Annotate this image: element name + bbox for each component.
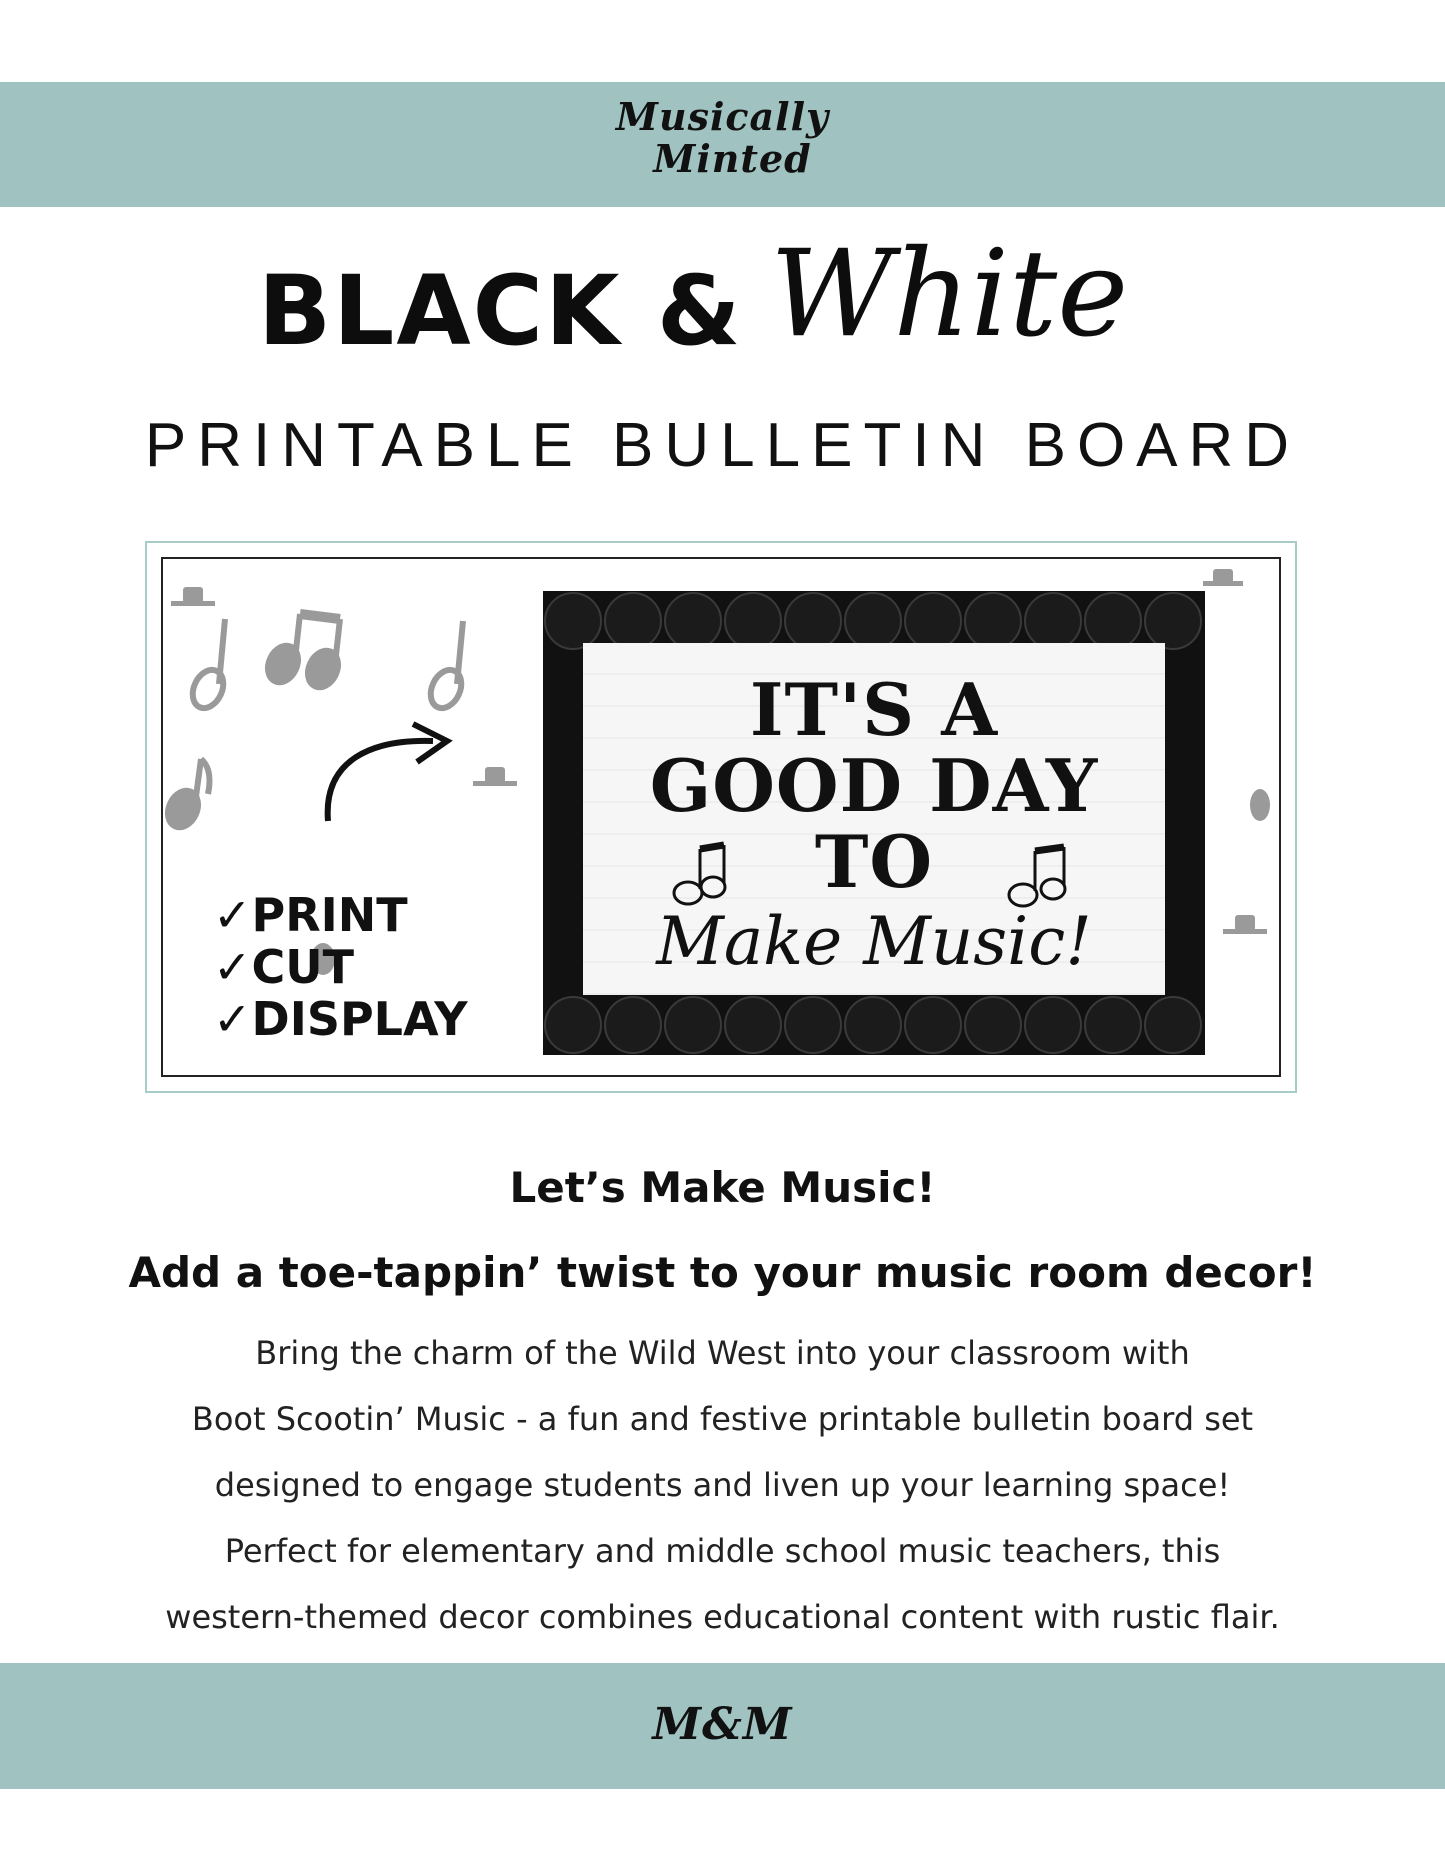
- board-line-3: TO: [814, 819, 934, 904]
- board-line-2: GOOD DAY: [649, 743, 1099, 828]
- logo-line-1: Musically: [615, 94, 830, 139]
- description-line: Bring the charm of the Wild West into your classroom with: [255, 1334, 1190, 1372]
- checklist-item: ✓DISPLAY: [213, 992, 468, 1046]
- logo-line-2: Minted: [653, 136, 812, 181]
- music-note-icon: [187, 619, 229, 713]
- title-script: White: [770, 225, 1129, 364]
- footer-logo: M&M: [652, 1699, 793, 1750]
- music-note-icon: [425, 621, 467, 713]
- arrow-curve: [328, 741, 433, 821]
- description-line: Boot Scootin’ Music - a fun and festive printable bulletin board set: [191, 1400, 1254, 1438]
- description-line: designed to engage students and liven up your learning space!: [214, 1466, 1231, 1504]
- eighth-note-icon: [674, 845, 725, 904]
- print-cut-display-list: [213, 889, 468, 1045]
- description-line: western-themed decor combines educational content with rustic flair.: [165, 1598, 1280, 1636]
- product-preview: [161, 557, 1281, 1077]
- board-panel: [583, 643, 1165, 995]
- board-script-line: Make Music!: [656, 903, 1092, 980]
- heading-primary: Let’s Make Music!: [509, 1163, 936, 1212]
- header-band: [0, 82, 1445, 207]
- page-title: [0, 225, 1445, 365]
- checklist-item: ✓CUT: [213, 940, 355, 994]
- product-preview-frame: [145, 541, 1297, 1093]
- title-bold: BLACK &: [258, 255, 743, 367]
- footer-band: [0, 1663, 1445, 1789]
- eighth-notes-icon: [262, 614, 343, 692]
- brand-logo: [0, 96, 1445, 180]
- bulletin-board-preview: [543, 591, 1205, 1055]
- page-subtitle: PRINTABLE BULLETIN BOARD: [144, 411, 1301, 480]
- music-note-icon: [163, 759, 209, 832]
- eighth-note-icon: [1009, 847, 1065, 906]
- description: [0, 1320, 1445, 1650]
- board-line-1: IT'S A: [749, 667, 999, 752]
- heading-secondary: Add a toe-tappin’ twist to your music room decor!: [128, 1248, 1317, 1297]
- description-line: Perfect for elementary and middle school music teachers, this: [224, 1532, 1221, 1570]
- checklist-item: ✓PRINT: [213, 888, 408, 942]
